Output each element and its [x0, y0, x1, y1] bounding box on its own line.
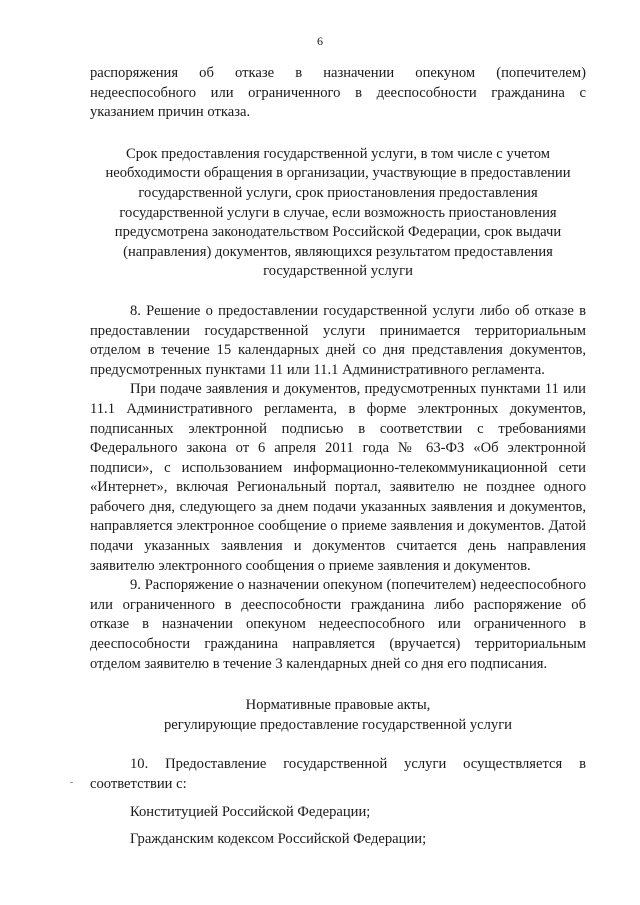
- paragraph-10: 10. Предоставление государственной услуги осуществляется в соответствии с:: [90, 756, 586, 792]
- paragraph-8-electronic: При подаче заявления и документов, предусмотренных пунктами 11 или 11.1 Административного регламента, в форме электронных документов, подписанных электронной подписью в соответствии с требованиями Федерального закона от 6 апреля 2011 года № 63-ФЗ «Об электронной подписи», с использованием информационно-телекоммуникационной сети «Интернет», включая Региональный портал, заявителю не позднее одного рабочего дня, следующего за днем подачи указанных заявления и документов, направляется электронное сообщение о приеме заявления и документов. Датой подачи указанных заявления и документов считается день направления заявителю электронного сообщения о приеме заявления и документов.: [90, 381, 586, 574]
- section-heading-deadlines: Срок предоставления государственной услуги, в том числе с учетом необходимости обращения в организации, участвующие в предоставлении государственной услуги, срок приостановления предоставления государственной услуги в случае, если возможность приостановления предусмотрена законодательством Российской Федерации, срок выдачи (направления) документов, являющихся результатом предоставления государственной услуги: [105, 145, 571, 280]
- paragraph-8: 8. Решение о предоставлении государственной услуги либо об отказе в предоставлении государственной услуги принимается территориальным отделом в течение 15 календарных дней со дня представления документов, предусмотренных пунктами 11 или 11.1 Административного регламента.: [90, 302, 586, 378]
- margin-mark: [70, 782, 73, 783]
- list-item: Конституцией Российской Федерации;: [130, 803, 371, 820]
- document-body: [90, 64, 586, 850]
- page-number: 6: [317, 34, 323, 48]
- paragraph-9: 9. Распоряжение о назначении опекуном (попечителем) недееспособного или ограниченного в дееспособности гражданина либо распоряжение об отказе в назначении опекуном недееспособного или ограниченного в дееспособности гражданина направляется (вручается) территориальным отделом заявителю в течение 3 календарных дней со дня его подписания.: [90, 577, 586, 672]
- list-item: Гражданским кодексом Российской Федерации;: [130, 831, 427, 848]
- paragraph-intro: распоряжения об отказе в назначении опекуном (попечителем) недееспособного или ограниченного в дееспособности гражданина с указанием причин отказа.: [90, 65, 586, 121]
- section-heading-legal-acts-line1: Нормативные правовые акты,: [245, 697, 431, 714]
- section-heading-legal-acts-line2: регулирующие предоставление государственной услуги: [164, 716, 512, 733]
